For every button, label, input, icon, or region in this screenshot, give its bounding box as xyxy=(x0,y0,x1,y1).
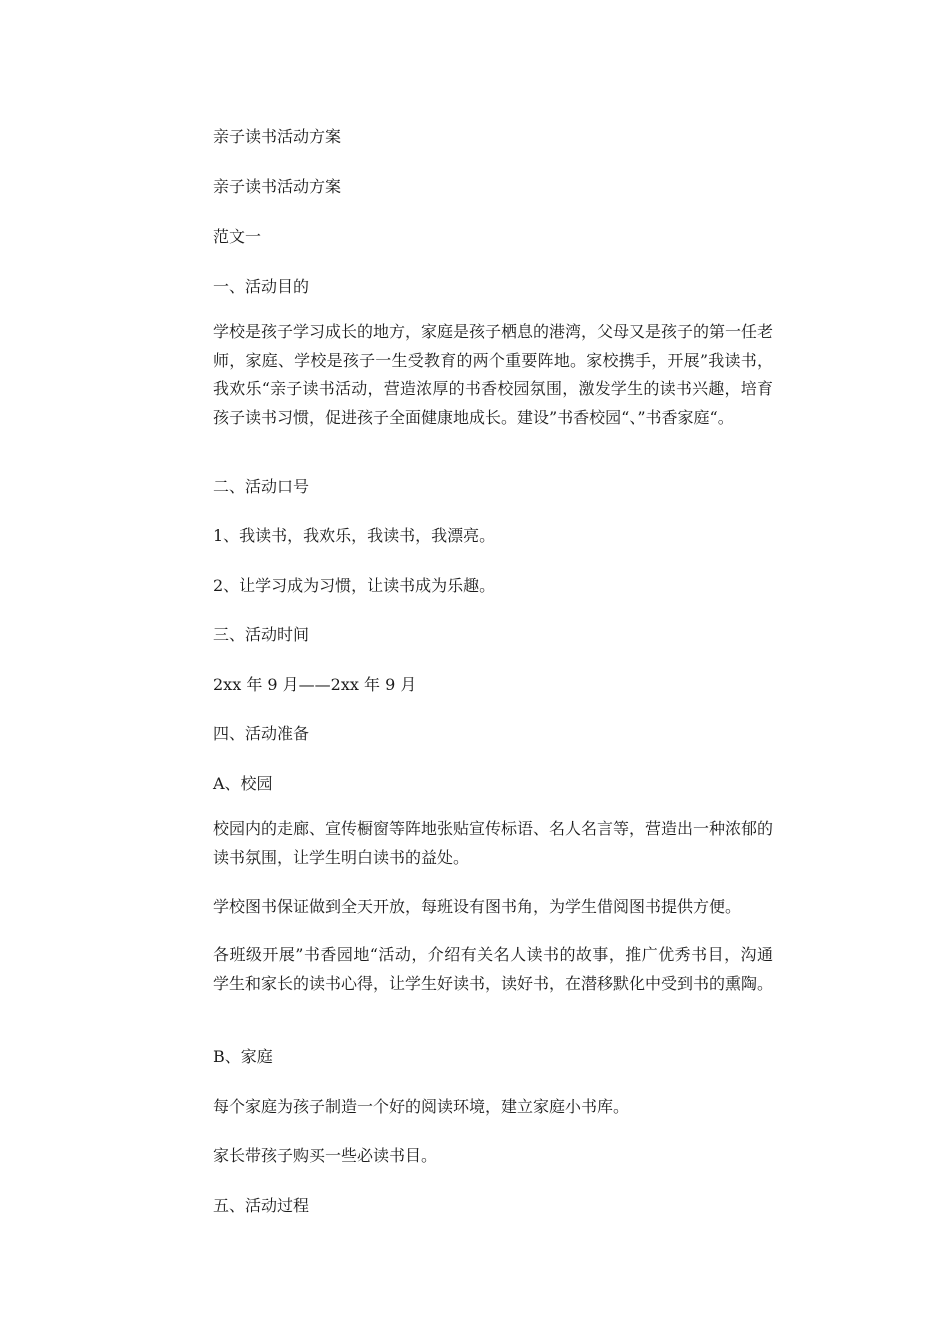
document-subtitle: 亲子读书活动方案 xyxy=(213,177,342,196)
campus-paragraph-1: 校园内的走廊、宣传橱窗等阵地张贴宣传标语、名人名言等，营造出一种浓郁的读书氛围，让学生明白读书的益处。 xyxy=(213,819,774,867)
purpose-paragraph: 学校是孩子学习成长的地方，家庭是孩子栖息的港湾，父母又是孩子的第一任老师，家庭、学校是孩子一生受教育的两个重要阵地。家校携手，开展”我读书，我欢乐“亲子读书活动，营造浓厚的书香校园氛围，激发学生的读书兴趣，培育孩子读书习惯，促进孩子全面健康地成长。建设”书香校园“、”书香家庭“。 xyxy=(213,322,774,427)
family-paragraph-2: 家长带孩子购买一些必读书目。 xyxy=(213,1146,438,1165)
section-heading-slogan: 二、活动口号 xyxy=(213,477,310,496)
section-heading-preparation: 四、活动准备 xyxy=(213,724,310,743)
slogan-item-2: 2、让学习成为习惯，让读书成为乐趣。 xyxy=(213,576,496,595)
section-heading-purpose: 一、活动目的 xyxy=(213,277,310,296)
subheading-family: B、家庭 xyxy=(213,1047,273,1066)
section-heading-time: 三、活动时间 xyxy=(213,625,310,644)
sample-label: 范文一 xyxy=(213,227,262,246)
subheading-campus: A、校园 xyxy=(213,774,273,793)
section-heading-process: 五、活动过程 xyxy=(213,1196,310,1215)
campus-paragraph-3: 各班级开展”书香园地“活动，介绍有关名人读书的故事，推广优秀书目，沟通学生和家长的读书心得，让学生好读书，读好书，在潜移默化中受到书的熏陶。 xyxy=(213,945,774,993)
document-title: 亲子读书活动方案 xyxy=(213,127,342,146)
time-range: 2xx 年 9 月——2xx 年 9 月 xyxy=(213,675,417,694)
family-paragraph-1: 每个家庭为孩子制造一个好的阅读环境，建立家庭小书库。 xyxy=(213,1097,630,1116)
slogan-item-1: 1、我读书，我欢乐，我读书，我漂亮。 xyxy=(213,526,496,545)
campus-paragraph-2: 学校图书保证做到全天开放，每班设有图书角，为学生借阅图书提供方便。 xyxy=(213,897,742,916)
